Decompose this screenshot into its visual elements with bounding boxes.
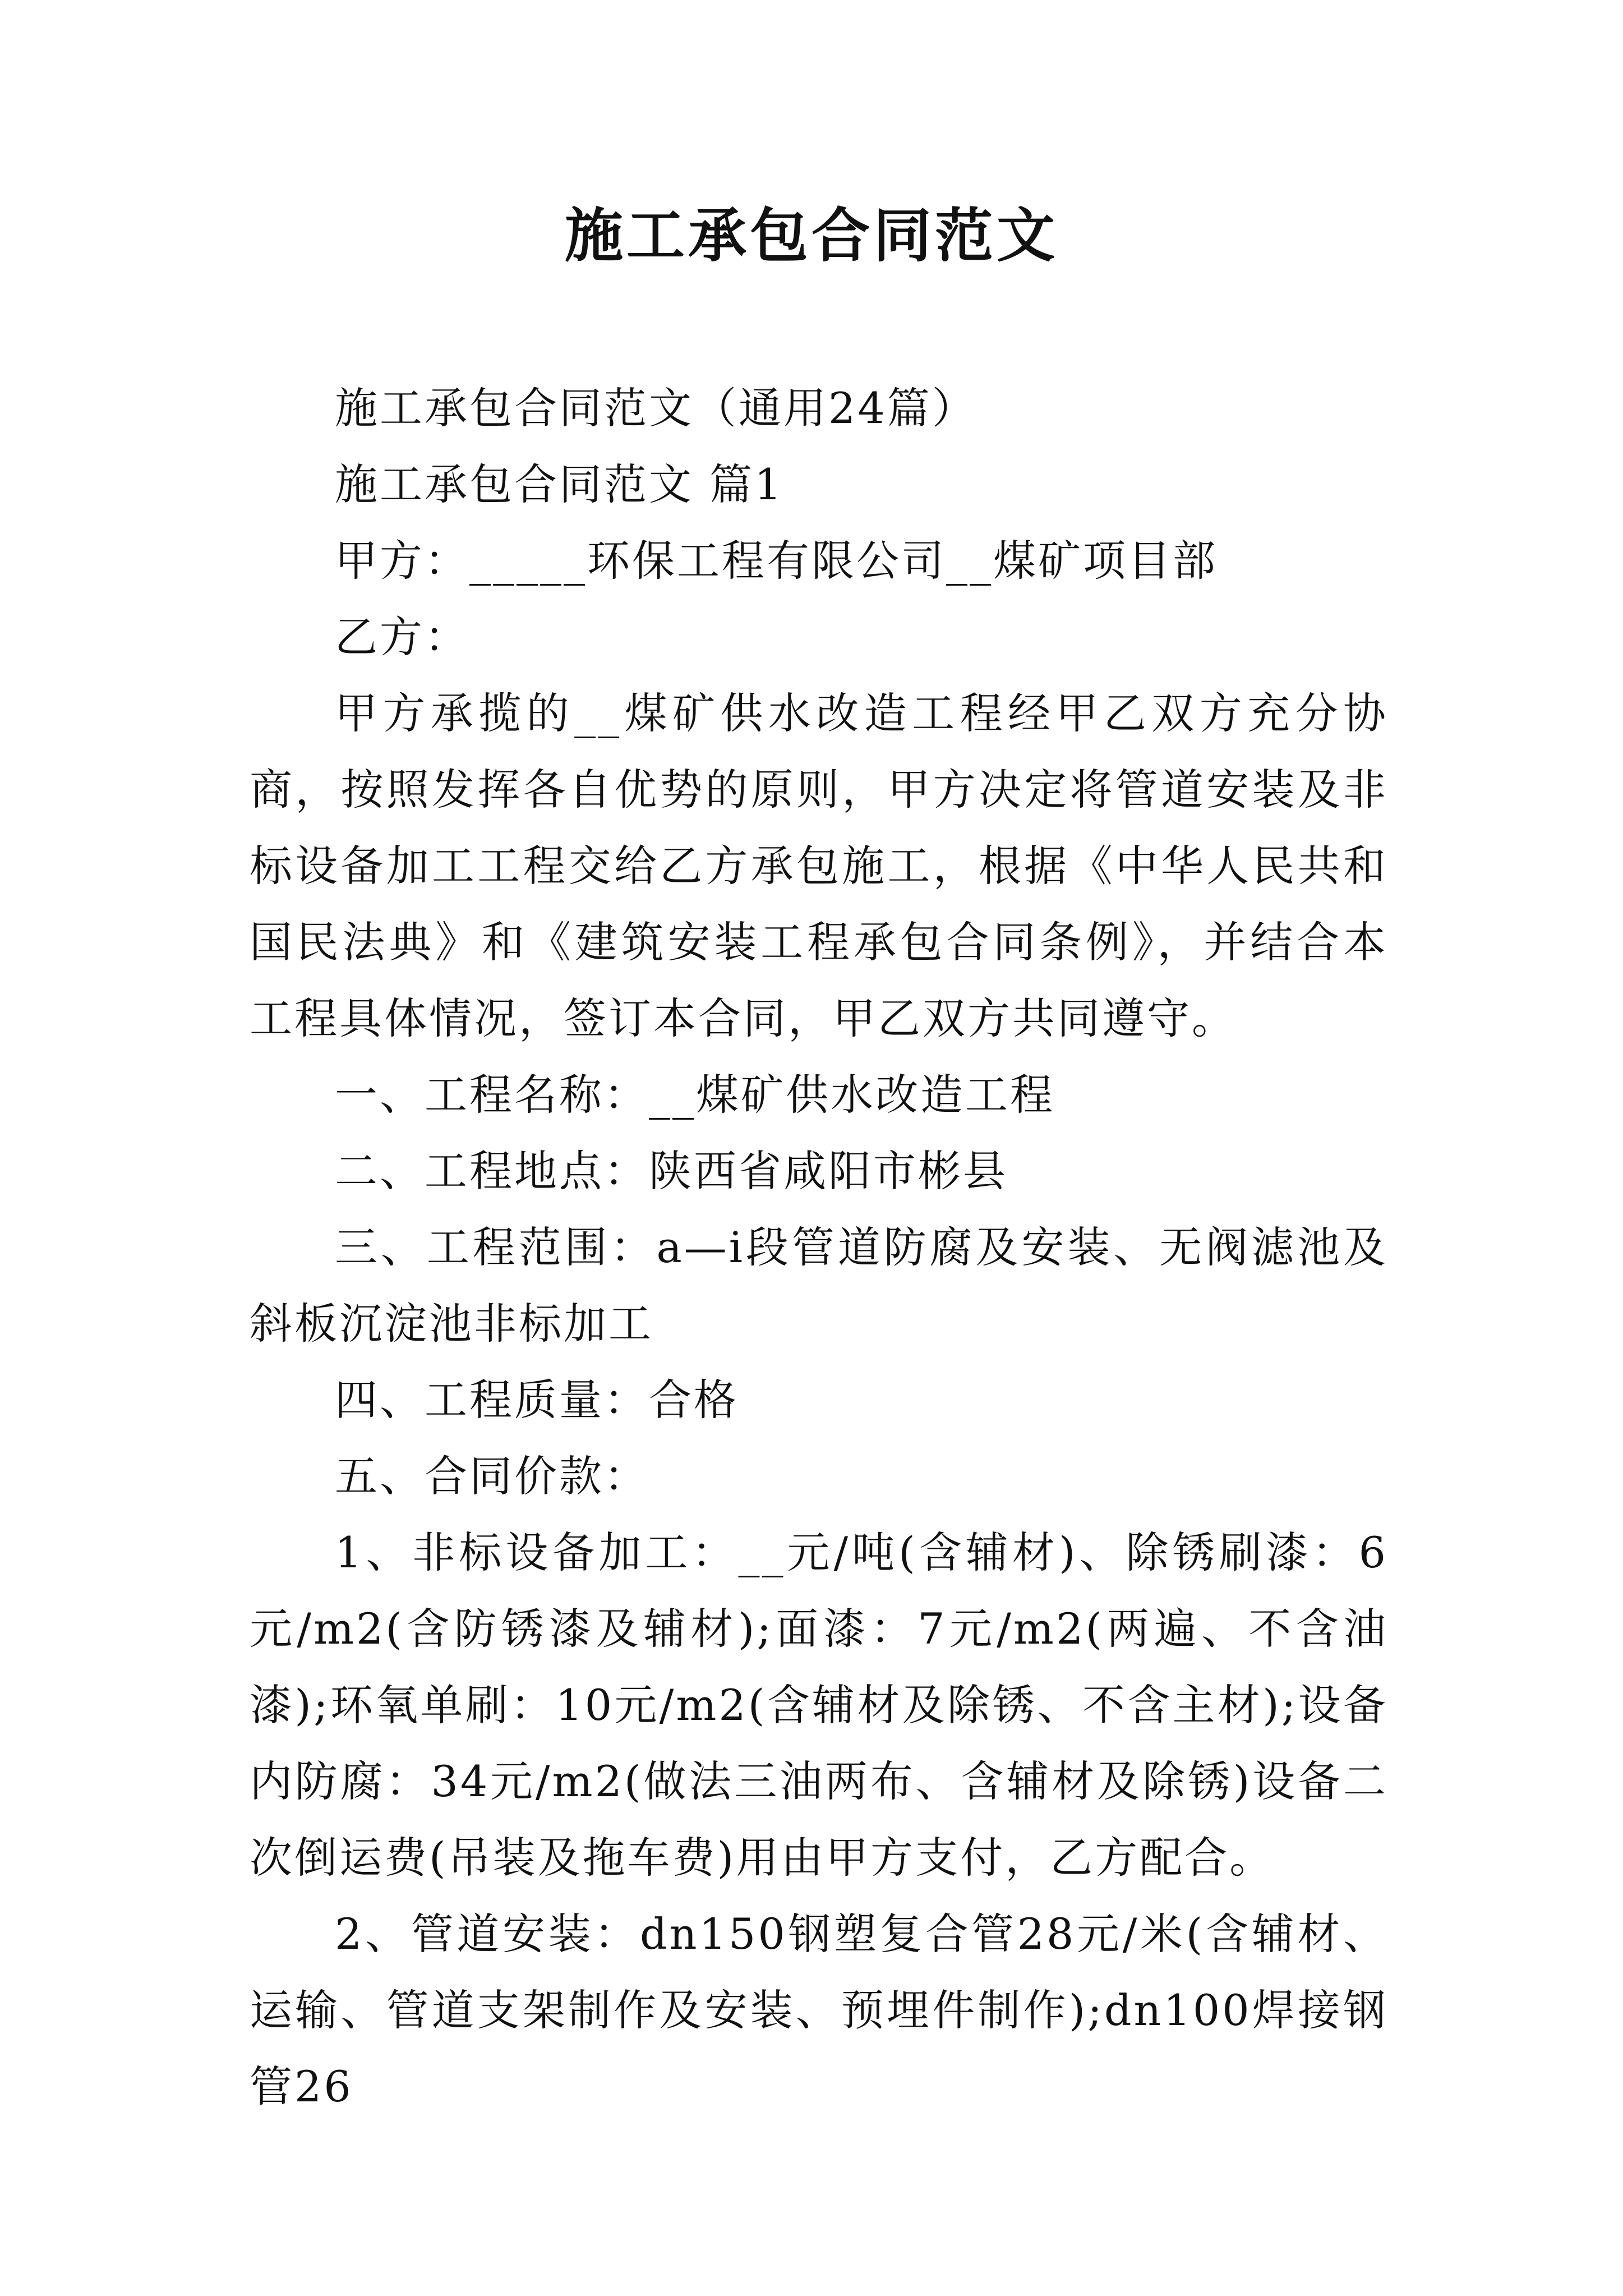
paragraph-party-a: 甲方：_____环保工程有限公司__煤矿项目部 — [335, 536, 1218, 586]
paragraph-project-name: 一、工程名称：__煤矿供水改造工程 — [335, 1070, 1055, 1120]
paragraph-price-item-2: 2、管道安装：dn150钢塑复合管28元/米(含辅材、运输、管道支架制作及安装、预埋件制作);dn100焊接钢管26 — [250, 1909, 1388, 2111]
paragraph-project-location: 二、工程地点：陕西省咸阳市彬县 — [335, 1146, 1008, 1196]
paragraph-project-scope: 三、工程范围：a—i段管道防腐及安装、无阀滤池及斜板沉淀池非标加工 — [250, 1222, 1388, 1349]
document-title: 施工承包合同范文 — [564, 201, 1058, 270]
paragraph-subtitle: 施工承包合同范文（通用24篇） — [335, 383, 977, 433]
paragraph-price-item-1: 1、非标设备加工：__元/吨(含辅材)、除锈刷漆：6元/m2(含防锈漆及辅材);面漆：7元/m2(两遍、不含油漆);环氧单刷：10元/m2(含辅材及除锈、不含主材);设备内防腐：34元/m2(做法三油两布、含辅材及除锈)设备二次倒运费(吊装及拖车费)用由甲方支付，乙方配合。 — [250, 1527, 1388, 1883]
paragraph-preamble: 甲方承揽的__煤矿供水改造工程经甲乙双方充分协商，按照发挥各自优势的原则，甲方决定将管道安装及非标设备加工工程交给乙方承包施工，根据《中华人民共和国民法典》和《建筑安装工程承包合同条例》，并结合本工程具体情况，签订本合同，甲乙双方共同遵守。 — [250, 688, 1388, 1043]
document-body — [250, 370, 1388, 2125]
paragraph-section-heading: 施工承包合同范文 篇1 — [335, 459, 784, 509]
paragraph-contract-price: 五、合同价款： — [335, 1451, 649, 1501]
paragraph-party-b: 乙方： — [335, 612, 469, 662]
paragraph-project-quality: 四、工程质量：合格 — [335, 1375, 739, 1425]
